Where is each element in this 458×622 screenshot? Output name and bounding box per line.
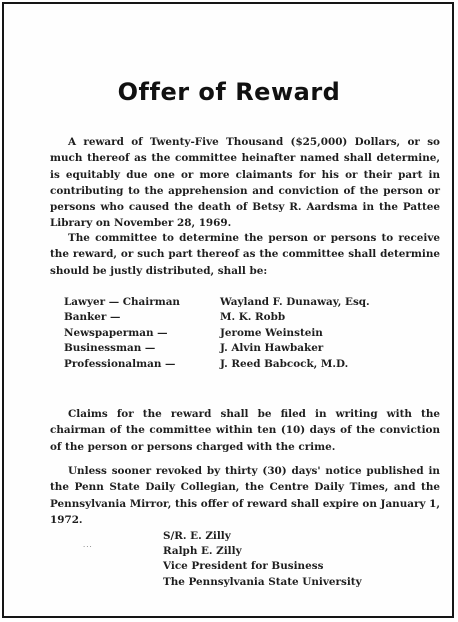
signer-title: Vice President for Business bbox=[163, 560, 324, 573]
committee-row-professionalman bbox=[64, 357, 424, 372]
committee-list bbox=[64, 295, 424, 372]
committee-row-banker bbox=[64, 310, 424, 325]
signature-block bbox=[163, 529, 362, 590]
committee-member: Wayland F. Dunaway, Esq. bbox=[220, 296, 370, 308]
print-speck: ··· bbox=[83, 543, 93, 551]
committee-member: J. Alvin Hawbaker bbox=[220, 342, 324, 355]
committee-role: Businessman — bbox=[64, 342, 156, 355]
signer-name: Ralph E. Zilly bbox=[163, 545, 242, 558]
committee-role: Newspaperman — bbox=[64, 326, 168, 339]
claims-paragraph: Claims for the reward shall be filed in writing with the chairman of the committee within ten (10) days of the conviction of the person or persons charged with the crime. bbox=[50, 408, 440, 453]
committee-row-chairman bbox=[64, 295, 424, 310]
signature-line: S/R. E. Zilly bbox=[163, 530, 231, 542]
committee-row-businessman bbox=[64, 341, 424, 356]
committee-member: Jerome Weinstein bbox=[220, 326, 323, 339]
committee-member: M. K. Robb bbox=[220, 311, 286, 324]
committee-role: Professionalman — bbox=[64, 357, 176, 370]
committee-paragraph: The committee to determine the person or persons to receive the reward, or such part thereof as the committee shall determine should be justly distributed, shall be: bbox=[50, 232, 440, 277]
notice-title: Offer of Reward bbox=[117, 78, 341, 106]
expiration-paragraph: Unless sooner revoked by thirty (30) days' notice published in the Penn State Daily Collegian, the Centre Daily Times, and the Pennsylvania Mirror, this offer of reward shall expire on January 1, 1972. bbox=[50, 465, 440, 526]
committee-role: Lawyer — Chairman bbox=[64, 296, 180, 308]
committee-row-newspaperman bbox=[64, 326, 424, 341]
committee-member: J. Reed Babcock, M.D. bbox=[220, 357, 349, 370]
reward-paragraph: A reward of Twenty-Five Thousand ($25,000) Dollars, or so much thereof as the committee heinafter named shall determine, is equitably due one or more claimants for his or their part in contributing to the apprehension and conviction of the person or persons who caused the death of Betsy R. Aardsma in the Pattee Library on November 28, 1969. bbox=[50, 136, 440, 230]
signer-institution: The Pennsylvania State University bbox=[163, 575, 362, 588]
committee-role: Banker — bbox=[64, 311, 121, 324]
